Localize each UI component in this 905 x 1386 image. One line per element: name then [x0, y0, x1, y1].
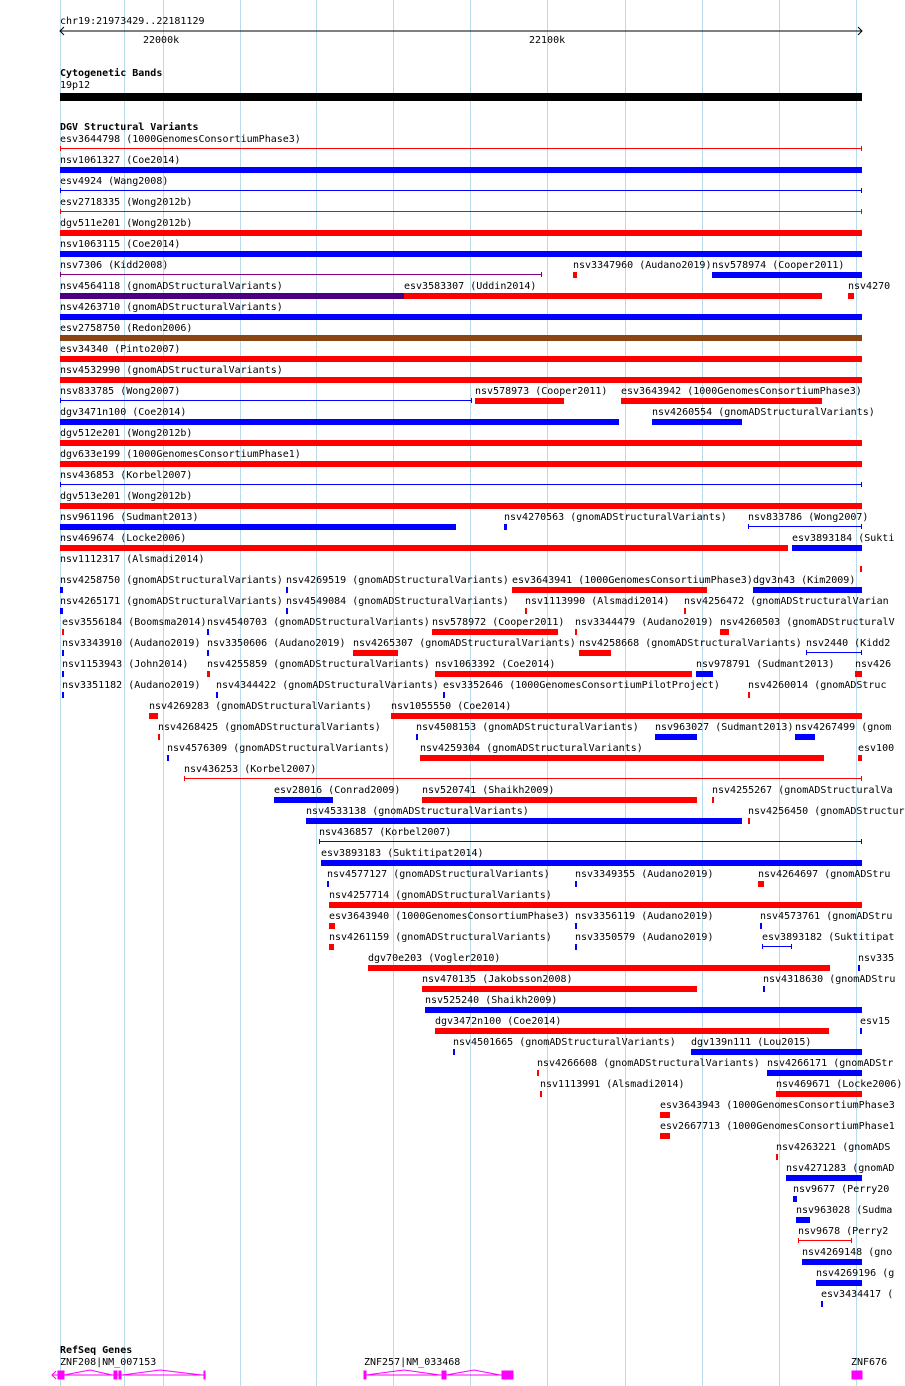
dgv-feature-label[interactable]: nsv4270: [848, 281, 891, 292]
dgv-feature-bar[interactable]: [60, 400, 472, 401]
dgv-feature-label[interactable]: nsv436853 (Korbel2007): [60, 470, 193, 481]
dgv-feature-bar[interactable]: [858, 755, 862, 761]
gene-exon[interactable]: [852, 1371, 862, 1379]
dgv-feature-label[interactable]: dgv139n111 (Lou2015): [691, 1037, 812, 1048]
grid-line: [393, 0, 394, 1386]
dgv-feature-bar[interactable]: [60, 503, 862, 509]
dgv-feature-bar[interactable]: [684, 608, 686, 614]
dgv-feature-label[interactable]: esv3643943 (1000GenomesConsortiumPhase3: [660, 1100, 895, 1111]
dgv-feature-label[interactable]: nsv4533138 (gnomADStructuralVariants): [306, 806, 529, 817]
dgv-feature-label[interactable]: nsv3351182 (Audano2019): [62, 680, 201, 691]
ruler-tick-label: 22000k: [143, 35, 180, 46]
dgv-feature-label[interactable]: nsv1153943 (John2014): [62, 659, 189, 670]
dgv-feature-end-tick: [60, 209, 61, 214]
dgv-feature-bar[interactable]: [453, 1049, 455, 1055]
dgv-feature-bar[interactable]: [391, 713, 862, 719]
dgv-feature-label[interactable]: nsv4318630 (gnomADStru: [763, 974, 896, 985]
dgv-feature-end-tick: [60, 188, 61, 193]
dgv-feature-bar[interactable]: [793, 1196, 797, 1202]
gene-intron-line[interactable]: [64, 1370, 202, 1375]
dgv-feature-bar[interactable]: [758, 881, 764, 887]
dgv-feature-bar[interactable]: [274, 797, 333, 803]
dgv-feature-label[interactable]: nsv3356119 (Audano2019): [575, 911, 714, 922]
dgv-feature-bar[interactable]: [858, 965, 860, 971]
dgv-feature-bar[interactable]: [60, 419, 619, 425]
dgv-feature-label[interactable]: nsv2440 (Kidd2: [806, 638, 891, 649]
dgv-feature-end-tick: [60, 398, 61, 403]
dgv-feature-label[interactable]: nsv4540703 (gnomADStructuralVariants): [207, 617, 430, 628]
dgv-feature-label[interactable]: nsv335: [858, 953, 895, 964]
grid-line: [625, 0, 626, 1386]
gene-label[interactable]: ZNF676: [851, 1357, 888, 1368]
dgv-feature-bar[interactable]: [802, 1259, 862, 1265]
grid-line: [702, 0, 703, 1386]
dgv-feature-label[interactable]: nsv1055550 (Coe2014): [391, 701, 512, 712]
grid-line: [470, 0, 471, 1386]
dgv-feature-label[interactable]: dgv512e201 (Wong2012b): [60, 428, 193, 439]
ruler-tick-label: 22100k: [529, 35, 566, 46]
dgv-feature-bar[interactable]: [60, 524, 456, 530]
dgv-feature-label[interactable]: esv3643941 (1000GenomesConsortiumPhase3): [512, 575, 753, 586]
dgv-feature-label[interactable]: nsv961196 (Sudmant2013): [60, 512, 199, 523]
dgv-feature-bar[interactable]: [60, 230, 862, 236]
dgv-feature-label[interactable]: nsv4265171 (gnomADStructuralVariants): [60, 596, 283, 607]
dgv-feature-label[interactable]: nsv1063115 (Coe2014): [60, 239, 181, 250]
dgv-feature-label[interactable]: nsv4258668 (gnomADStructuralVariants): [579, 638, 802, 649]
dgv-feature-label[interactable]: dgv511e201 (Wong2012b): [60, 218, 193, 229]
dgv-feature-end-tick: [541, 272, 542, 277]
dgv-feature-bar[interactable]: [860, 1028, 862, 1034]
dgv-feature-bar[interactable]: [760, 923, 762, 929]
dgv-feature-bar[interactable]: [712, 272, 862, 278]
dgv-feature-end-tick: [861, 524, 862, 529]
dgv-feature-label[interactable]: nsv4508153 (gnomADStructuralVariants): [416, 722, 639, 733]
dgv-feature-label[interactable]: nsv4259304 (gnomADStructuralVariants): [420, 743, 643, 754]
dgv-feature-bar[interactable]: [575, 923, 577, 929]
gene-exon[interactable]: [502, 1371, 513, 1379]
dgv-feature-bar[interactable]: [540, 1091, 542, 1097]
dgv-feature-bar[interactable]: [512, 587, 707, 593]
dgv-feature-bar[interactable]: [62, 650, 64, 656]
dgv-feature-bar[interactable]: [712, 797, 714, 803]
dgv-feature-bar[interactable]: [621, 398, 822, 404]
dgv-feature-label[interactable]: esv3352646 (1000GenomesConsortiumPilotProject): [443, 680, 720, 691]
dgv-feature-label[interactable]: nsv4260014 (gnomADStruc: [748, 680, 887, 691]
dgv-feature-bar[interactable]: [748, 692, 750, 698]
dgv-feature-label[interactable]: nsv578972 (Cooper2011): [432, 617, 565, 628]
dgv-feature-bar[interactable]: [696, 671, 713, 677]
dgv-feature-end-tick: [861, 188, 862, 193]
dgv-feature-bar[interactable]: [368, 965, 830, 971]
dgv-feature-label[interactable]: nsv7306 (Kidd2008): [60, 260, 169, 271]
grid-line: [779, 0, 780, 1386]
gene-exon[interactable]: [442, 1371, 446, 1379]
dgv-feature-bar[interactable]: [60, 274, 542, 275]
dgv-feature-label[interactable]: esv4924 (Wang2008): [60, 176, 169, 187]
dgv-feature-label[interactable]: nsv4576309 (gnomADStructuralVariants): [167, 743, 390, 754]
dgv-feature-bar[interactable]: [353, 650, 398, 656]
dgv-feature-end-tick: [791, 944, 792, 949]
dgv-feature-bar[interactable]: [60, 314, 862, 320]
dgv-feature-end-tick: [861, 839, 862, 844]
dgv-feature-label[interactable]: nsv3343910 (Audano2019): [62, 638, 201, 649]
dgv-feature-label[interactable]: esv15: [860, 1016, 891, 1027]
dgv-feature-label[interactable]: dgv3471n100 (Coe2014): [60, 407, 187, 418]
dgv-feature-label[interactable]: nsv4501665 (gnomADStructuralVariants): [453, 1037, 676, 1048]
dgv-feature-label[interactable]: nsv4577127 (gnomADStructuralVariants): [327, 869, 550, 880]
dgv-feature-bar[interactable]: [776, 1091, 862, 1097]
dgv-feature-label[interactable]: nsv4270563 (gnomADStructuralVariants): [504, 512, 727, 523]
dgv-feature-bar[interactable]: [575, 944, 577, 950]
dgv-track-title: DGV Structural Variants: [60, 122, 199, 133]
dgv-feature-label[interactable]: nsv469674 (Locke2006): [60, 533, 187, 544]
dgv-feature-bar[interactable]: [216, 692, 218, 698]
dgv-feature-label[interactable]: nsv525240 (Shaikh2009): [425, 995, 558, 1006]
dgv-feature-bar[interactable]: [435, 671, 692, 677]
dgv-feature-bar[interactable]: [60, 335, 862, 341]
dgv-feature-end-tick: [851, 1238, 852, 1243]
dgv-feature-label[interactable]: nsv4264697 (gnomADStru: [758, 869, 891, 880]
dgv-feature-label[interactable]: nsv4344422 (gnomADStructuralVariants): [216, 680, 439, 691]
ruler[interactable]: [0, 0, 890, 40]
dgv-feature-bar[interactable]: [655, 734, 697, 740]
dgv-feature-label[interactable]: esv3893182 (Suktitipat: [762, 932, 895, 943]
gene-label[interactable]: ZNF208|NM_007153: [60, 1357, 157, 1368]
dgv-feature-bar[interactable]: [767, 1070, 862, 1076]
dgv-feature-bar[interactable]: [319, 841, 862, 842]
dgv-feature-bar[interactable]: [504, 524, 507, 530]
dgv-feature-label[interactable]: nsv469671 (Locke2006): [776, 1079, 903, 1090]
dgv-feature-label[interactable]: nsv4255267 (gnomADStructuralVa: [712, 785, 893, 796]
dgv-feature-label[interactable]: nsv9678 (Perry2: [798, 1226, 889, 1237]
dgv-feature-label[interactable]: esv3893184 (Sukti: [792, 533, 895, 544]
dgv-feature-bar[interactable]: [327, 881, 329, 887]
dgv-feature-bar[interactable]: [207, 650, 209, 656]
dgv-feature-end-tick: [798, 1238, 799, 1243]
dgv-feature-bar[interactable]: [660, 1133, 670, 1139]
dgv-feature-label[interactable]: nsv4260503 (gnomADStructuralV: [720, 617, 895, 628]
ruler-location: chr19:21973429..22181129: [60, 16, 205, 27]
dgv-feature-bar[interactable]: [60, 608, 63, 614]
dgv-feature-label[interactable]: nsv578974 (Cooper2011): [712, 260, 845, 271]
dgv-feature-label[interactable]: nsv4269148 (gno: [802, 1247, 893, 1258]
dgv-feature-label[interactable]: nsv520741 (Shaikh2009): [422, 785, 555, 796]
dgv-feature-bar[interactable]: [579, 650, 611, 656]
dgv-feature-bar[interactable]: [796, 1217, 810, 1223]
dgv-feature-label[interactable]: nsv4564118 (gnomADStructuralVariants): [60, 281, 283, 292]
dgv-feature-end-tick: [60, 272, 61, 277]
dgv-feature-bar[interactable]: [792, 545, 862, 551]
dgv-feature-label[interactable]: nsv1113990 (Alsmadi2014): [525, 596, 670, 607]
dgv-feature-bar[interactable]: [762, 946, 792, 947]
dgv-feature-end-tick: [806, 650, 807, 655]
dgv-feature-bar[interactable]: [525, 608, 527, 614]
dgv-feature-bar[interactable]: [329, 902, 862, 908]
dgv-feature-label[interactable]: nsv3350579 (Audano2019): [575, 932, 714, 943]
dgv-feature-bar[interactable]: [416, 734, 418, 740]
dgv-feature-label[interactable]: esv34340 (Pinto2007): [60, 344, 181, 355]
dgv-feature-end-tick: [861, 146, 862, 151]
dgv-feature-bar[interactable]: [575, 881, 577, 887]
dgv-feature-bar[interactable]: [821, 1301, 823, 1307]
dgv-feature-bar[interactable]: [60, 484, 862, 485]
dgv-feature-label[interactable]: nsv4549084 (gnomADStructuralVariants): [286, 596, 509, 607]
dgv-feature-bar[interactable]: [435, 1028, 829, 1034]
dgv-feature-bar[interactable]: [60, 167, 862, 173]
dgv-feature-label[interactable]: nsv1113991 (Alsmadi2014): [540, 1079, 685, 1090]
dgv-feature-bar[interactable]: [475, 398, 564, 404]
dgv-feature-end-tick: [60, 482, 61, 487]
dgv-feature-label[interactable]: nsv3347960 (Audano2019): [573, 260, 712, 271]
dgv-feature-bar[interactable]: [60, 440, 862, 446]
dgv-feature-bar[interactable]: [652, 419, 742, 425]
dgv-feature-label[interactable]: dgv70e203 (Vogler2010): [368, 953, 501, 964]
refseq-track-title: RefSeq Genes: [60, 1345, 133, 1356]
dgv-feature-bar[interactable]: [786, 1175, 862, 1181]
dgv-feature-bar[interactable]: [575, 629, 577, 635]
dgv-feature-bar[interactable]: [537, 1070, 539, 1076]
dgv-feature-bar[interactable]: [443, 692, 445, 698]
cytoband-bar[interactable]: [60, 93, 862, 101]
dgv-feature-end-tick: [748, 524, 749, 529]
dgv-feature-label[interactable]: esv2718335 (Wong2012b): [60, 197, 193, 208]
dgv-feature-bar[interactable]: [798, 1240, 852, 1241]
gene-exon[interactable]: [58, 1371, 64, 1379]
dgv-feature-label[interactable]: nsv4269283 (gnomADStructuralVariants): [149, 701, 372, 712]
grid-line: [316, 0, 317, 1386]
dgv-feature-label[interactable]: nsv436857 (Korbel2007): [319, 827, 452, 838]
dgv-feature-label[interactable]: nsv3344479 (Audano2019): [575, 617, 714, 628]
dgv-feature-bar[interactable]: [422, 797, 697, 803]
dgv-feature-label[interactable]: nsv1061327 (Coe2014): [60, 155, 181, 166]
dgv-feature-bar[interactable]: [184, 778, 862, 779]
dgv-feature-bar[interactable]: [776, 1154, 778, 1160]
dgv-feature-label[interactable]: nsv4266608 (gnomADStructuralVariants): [537, 1058, 760, 1069]
dgv-feature-end-tick: [861, 209, 862, 214]
dgv-feature-label[interactable]: nsv9677 (Perry20: [793, 1184, 890, 1195]
dgv-feature-bar[interactable]: [763, 986, 765, 992]
dgv-feature-label[interactable]: nsv978791 (Sudmant2013): [696, 659, 835, 670]
dgv-feature-bar[interactable]: [573, 272, 577, 278]
gene-label[interactable]: ZNF257|NM_033468: [364, 1357, 461, 1368]
dgv-feature-label[interactable]: nsv4257714 (gnomADStructuralVariants): [329, 890, 552, 901]
dgv-feature-bar[interactable]: [62, 671, 64, 677]
dgv-feature-end-tick: [184, 776, 185, 781]
dgv-feature-bar[interactable]: [748, 526, 862, 527]
dgv-feature-bar[interactable]: [62, 629, 64, 635]
dgv-feature-label[interactable]: dgv3n43 (Kim2009): [753, 575, 856, 586]
dgv-feature-bar[interactable]: [207, 629, 209, 635]
dgv-feature-bar[interactable]: [816, 1280, 862, 1286]
dgv-feature-label[interactable]: nsv4260554 (gnomADStructuralVariants): [652, 407, 875, 418]
dgv-feature-bar[interactable]: [321, 860, 862, 866]
dgv-feature-bar[interactable]: [720, 629, 729, 635]
grid-line: [240, 0, 241, 1386]
dgv-feature-label[interactable]: nsv4267499 (gnom: [795, 722, 892, 733]
dgv-feature-bar[interactable]: [60, 293, 404, 299]
dgv-feature-end-tick: [762, 944, 763, 949]
dgv-feature-label[interactable]: nsv4271283 (gnomAD: [786, 1163, 895, 1174]
dgv-feature-label[interactable]: nsv963027 (Sudmant2013): [655, 722, 794, 733]
dgv-feature-bar[interactable]: [60, 587, 63, 593]
dgv-feature-label[interactable]: esv3643942 (1000GenomesConsortiumPhase3): [621, 386, 862, 397]
dgv-feature-label[interactable]: nsv4256450 (gnomADStructur: [748, 806, 905, 817]
dgv-feature-bar[interactable]: [149, 713, 158, 719]
dgv-feature-bar[interactable]: [60, 377, 862, 383]
dgv-feature-bar[interactable]: [432, 629, 558, 635]
dgv-feature-label[interactable]: nsv4263710 (gnomADStructuralVariants): [60, 302, 283, 313]
dgv-feature-label[interactable]: esv3893183 (Suktitipat2014): [321, 848, 484, 859]
dgv-feature-bar[interactable]: [848, 293, 854, 299]
dgv-feature-label[interactable]: nsv4269519 (gnomADStructuralVariants): [286, 575, 509, 586]
dgv-feature-label[interactable]: nsv833786 (Wong2007): [748, 512, 869, 523]
dgv-feature-label[interactable]: nsv1063392 (Coe2014): [435, 659, 556, 670]
gene-exon[interactable]: [364, 1371, 366, 1379]
dgv-feature-label[interactable]: nsv470135 (Jakobsson2008): [422, 974, 573, 985]
dgv-feature-label[interactable]: nsv4269196 (g: [816, 1268, 895, 1279]
cytoband-track-title: Cytogenetic Bands: [60, 68, 163, 79]
grid-line: [547, 0, 548, 1386]
dgv-feature-bar[interactable]: [420, 755, 824, 761]
dgv-feature-bar[interactable]: [425, 1007, 862, 1013]
dgv-feature-label[interactable]: nsv4256472 (gnomADStructuralVarian: [684, 596, 889, 607]
gene-exon[interactable]: [204, 1371, 205, 1379]
dgv-feature-label[interactable]: nsv3349355 (Audano2019): [575, 869, 714, 880]
dgv-feature-bar[interactable]: [795, 734, 815, 740]
dgv-feature-label[interactable]: esv2667713 (1000GenomesConsortiumPhase1: [660, 1121, 895, 1132]
dgv-feature-label[interactable]: nsv3350606 (Audano2019): [207, 638, 346, 649]
dgv-feature-bar[interactable]: [306, 818, 742, 824]
dgv-feature-end-tick: [471, 398, 472, 403]
dgv-feature-label[interactable]: esv28016 (Conrad2009): [274, 785, 401, 796]
dgv-feature-bar[interactable]: [167, 755, 169, 761]
dgv-feature-label[interactable]: nsv578973 (Cooper2011): [475, 386, 608, 397]
dgv-feature-bar[interactable]: [62, 692, 64, 698]
dgv-feature-bar[interactable]: [404, 293, 822, 299]
dgv-feature-label[interactable]: nsv4261159 (gnomADStructuralVariants): [329, 932, 552, 943]
dgv-feature-label[interactable]: esv3434417 (: [821, 1289, 894, 1300]
dgv-feature-label[interactable]: nsv426: [855, 659, 892, 670]
strand-arrow-icon[interactable]: [52, 1371, 56, 1379]
dgv-feature-bar[interactable]: [60, 148, 862, 149]
dgv-feature-label[interactable]: esv3643940 (1000GenomesConsortiumPhase3): [329, 911, 570, 922]
dgv-feature-label[interactable]: esv3644798 (1000GenomesConsortiumPhase3): [60, 134, 301, 145]
dgv-feature-end-tick: [60, 146, 61, 151]
dgv-feature-label[interactable]: nsv1112317 (Alsmadi2014): [60, 554, 205, 565]
dgv-feature-label[interactable]: esv3583307 (Uddin2014): [404, 281, 537, 292]
dgv-feature-label[interactable]: nsv4263221 (gnomADS: [776, 1142, 891, 1153]
dgv-feature-label[interactable]: nsv4265307 (gnomADStructuralVariants): [353, 638, 576, 649]
dgv-feature-end-tick: [861, 482, 862, 487]
dgv-feature-label[interactable]: nsv436253 (Korbel2007): [184, 764, 317, 775]
dgv-feature-label[interactable]: esv2758750 (Redon2006): [60, 323, 193, 334]
gene-exon[interactable]: [119, 1371, 121, 1379]
dgv-feature-label[interactable]: dgv3472n100 (Coe2014): [435, 1016, 562, 1027]
dgv-feature-bar[interactable]: [60, 211, 862, 212]
gene-exon[interactable]: [114, 1371, 117, 1379]
dgv-feature-bar[interactable]: [860, 566, 862, 572]
dgv-feature-bar[interactable]: [60, 356, 862, 362]
dgv-feature-label[interactable]: nsv4255859 (gnomADStructuralVariants): [207, 659, 430, 670]
dgv-feature-bar[interactable]: [60, 545, 788, 551]
dgv-feature-end-tick: [861, 776, 862, 781]
dgv-feature-bar[interactable]: [753, 587, 862, 593]
dgv-feature-bar[interactable]: [748, 818, 750, 824]
dgv-feature-label[interactable]: nsv4268425 (gnomADStructuralVariants): [158, 722, 381, 733]
dgv-feature-bar[interactable]: [329, 944, 334, 950]
dgv-feature-bar[interactable]: [422, 986, 697, 992]
dgv-feature-label[interactable]: nsv4258750 (gnomADStructuralVariants): [60, 575, 283, 586]
dgv-feature-label[interactable]: dgv633e199 (1000GenomesConsortiumPhase1): [60, 449, 301, 460]
dgv-feature-bar[interactable]: [806, 652, 862, 653]
dgv-feature-bar[interactable]: [60, 190, 862, 191]
dgv-feature-label[interactable]: esv100: [858, 743, 895, 754]
dgv-feature-bar[interactable]: [207, 671, 210, 677]
gene-intron-line[interactable]: [366, 1370, 500, 1375]
dgv-feature-label[interactable]: esv3556184 (Boomsma2014): [62, 617, 207, 628]
dgv-feature-bar[interactable]: [660, 1112, 670, 1118]
dgv-feature-bar[interactable]: [158, 734, 160, 740]
dgv-feature-bar[interactable]: [855, 671, 862, 677]
dgv-feature-bar[interactable]: [691, 1049, 862, 1055]
dgv-feature-bar[interactable]: [286, 608, 288, 614]
dgv-feature-end-tick: [861, 650, 862, 655]
dgv-feature-bar[interactable]: [60, 251, 862, 257]
dgv-feature-end-tick: [319, 839, 320, 844]
dgv-feature-label[interactable]: nsv833785 (Wong2007): [60, 386, 181, 397]
dgv-feature-label[interactable]: nsv4573761 (gnomADStru: [760, 911, 893, 922]
dgv-feature-bar[interactable]: [286, 587, 288, 593]
cytoband-label: 19p12: [60, 80, 91, 91]
dgv-feature-label[interactable]: nsv4532990 (gnomADStructuralVariants): [60, 365, 283, 376]
dgv-feature-label[interactable]: dgv513e201 (Wong2012b): [60, 491, 193, 502]
dgv-feature-label[interactable]: nsv963028 (Sudma: [796, 1205, 893, 1216]
dgv-feature-label[interactable]: nsv4266171 (gnomADStr: [767, 1058, 894, 1069]
dgv-feature-bar[interactable]: [60, 461, 862, 467]
dgv-feature-bar[interactable]: [329, 923, 335, 929]
